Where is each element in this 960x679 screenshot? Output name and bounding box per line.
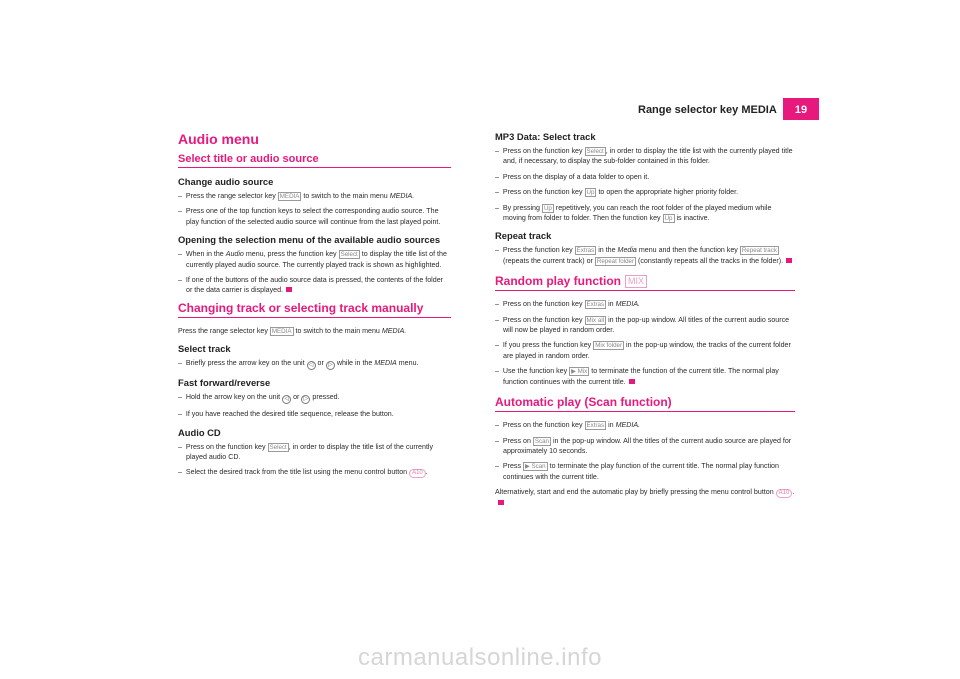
- list-item: – Press on the function key Extras in MEDIA.: [495, 421, 641, 430]
- list-item: – Press on the display of a data folder to open it.: [495, 172, 650, 181]
- heading-mp3-select-track: MP3 Data: Select track: [495, 131, 596, 142]
- list-item: – When in the Audio menu, press the function key Select to display the title list of the currently played audio source. The currently played track is shown as highlighted.: [178, 250, 447, 269]
- key-repeat-folder: Repeat folder: [596, 257, 635, 265]
- ref-a10-badge: A10: [776, 489, 793, 498]
- section-heading-random-play: Random play function MIX: [495, 274, 795, 291]
- key-mix: MIX: [625, 275, 647, 288]
- list-item: – Press ▶ Scan to terminate the play function of the current title. The normal play function continues with the current title.: [495, 462, 779, 481]
- list-item: – Press on Scan in the pop-up window. All the titles of the current audio source are played for approximately 10 seconds.: [495, 436, 792, 455]
- list-item: – Press on the function key Up to open the appropriate higher priority folder.: [495, 188, 739, 197]
- key-select: Select: [269, 443, 287, 451]
- end-marker-icon: [629, 379, 635, 384]
- list-item: – Press on the function key Select , in order to display the title list of the currently played audio CD.: [178, 442, 434, 462]
- ref-a10-badge: A10: [409, 469, 426, 478]
- arrow-right-icon: ▷: [326, 361, 335, 370]
- right-column: [495, 131, 795, 515]
- end-marker-icon: [286, 287, 292, 292]
- list-item: – Press the range selector key MEDIA to switch to the main menu MEDIA.: [178, 192, 415, 200]
- heading-fast-forward: Fast forward/reverse: [178, 377, 271, 389]
- paragraph: Alternatively, start and end the automatic play by briefly pressing the menu control button A10 .: [495, 487, 795, 508]
- list-item: – Press on the function key Extras in MEDIA.: [495, 300, 641, 309]
- key-play-mix: ▶ Mix: [571, 368, 588, 376]
- key-extras: Extras: [586, 301, 605, 309]
- section-heading-automatic-play: Automatic play (Scan function): [495, 395, 795, 412]
- arrow-left-icon: ◁: [282, 395, 291, 404]
- key-scan: Scan: [534, 437, 549, 445]
- page-number-badge: 19: [783, 98, 819, 120]
- list-item: – Use the function key ▶ Mix to terminate the function of the current title. The normal play function continues with the current title.: [495, 367, 779, 386]
- key-up: Up: [586, 189, 595, 197]
- list-item: – Briefly press the arrow key on the unit ◁ or ▷ while in the MEDIA menu.: [178, 359, 419, 369]
- key-up: Up: [543, 204, 552, 212]
- heading-opening-selection-menu: Opening the selection menu of the available audio sources: [178, 234, 441, 246]
- key-select: Select: [586, 148, 604, 155]
- list-item: – Press on the function key Mix all in the pop-up window. All titles of the current audio source will now be played in random order.: [495, 315, 790, 335]
- list-item: – Press one of the top function keys to select the corresponding audio source. The play function of the selected audio source will continue from the last played point.: [178, 207, 441, 226]
- arrow-left-icon: ◁: [307, 361, 316, 370]
- watermark: carmanualsonline.info: [358, 644, 602, 671]
- list-item: – Press the function key Extras in the Media menu and then the function key Repeat track (repeats the current track) or Repeat folder (constantly repeats all the tracks in the folder).: [495, 245, 795, 266]
- left-column: [178, 131, 451, 483]
- key-select: Select: [340, 251, 358, 259]
- list-item: – Select the desired track from the title list using the menu control button A10 .: [178, 468, 428, 477]
- end-marker-icon: [498, 500, 504, 505]
- key-play-scan: ▶ Scan: [525, 463, 546, 471]
- list-item: – If one of the buttons of the audio source data is pressed, the contents of the folder or the data carrier is displayed.: [178, 276, 444, 295]
- key-mix-all: Mix all: [586, 316, 605, 324]
- heading-change-audio-source: Change audio source: [178, 176, 274, 187]
- list-item: – Hold the arrow key on the unit ◁ or ▷ pressed.: [178, 393, 340, 403]
- page-header-title: Range selector key MEDIA: [638, 104, 777, 116]
- subsection-heading-select-title: Select title or audio source: [178, 153, 451, 168]
- key-up: Up: [664, 215, 673, 223]
- section-heading-changing-track: Changing track or selecting track manually: [178, 301, 451, 318]
- list-item: – If you press the function key Mix folder in the pop-up window, the tracks of the current folder are played in random order.: [495, 341, 791, 360]
- key-media: MEDIA: [271, 327, 292, 335]
- section-title: Audio menu: [178, 131, 259, 147]
- heading-select-track: Select track: [178, 343, 231, 355]
- key-extras: Extras: [586, 422, 605, 430]
- list-item: – If you have reached the desired title sequence, release the button.: [178, 410, 394, 419]
- list-item: – Press on the function key Select , in order to display the title list with the currently played title and, if necessary, to display the sub-folder contained in this folder.: [495, 147, 793, 166]
- list-item: – By pressing Up repetitively, you can reach the root folder of the played medium while moving from folder to folder. Then the function key Up is inactive.: [495, 203, 772, 223]
- end-marker-icon: [786, 258, 792, 263]
- arrow-right-icon: ▷: [301, 395, 310, 404]
- key-media: MEDIA: [279, 193, 300, 200]
- heading-audio-cd: Audio CD: [178, 426, 221, 438]
- key-extras: Extras: [576, 247, 595, 255]
- paragraph: Press the range selector key MEDIA to switch to the main menu MEDIA.: [178, 326, 407, 335]
- key-mix-folder: Mix folder: [595, 342, 623, 350]
- key-repeat-track: Repeat track: [741, 247, 777, 255]
- heading-repeat-track: Repeat track: [495, 230, 552, 242]
